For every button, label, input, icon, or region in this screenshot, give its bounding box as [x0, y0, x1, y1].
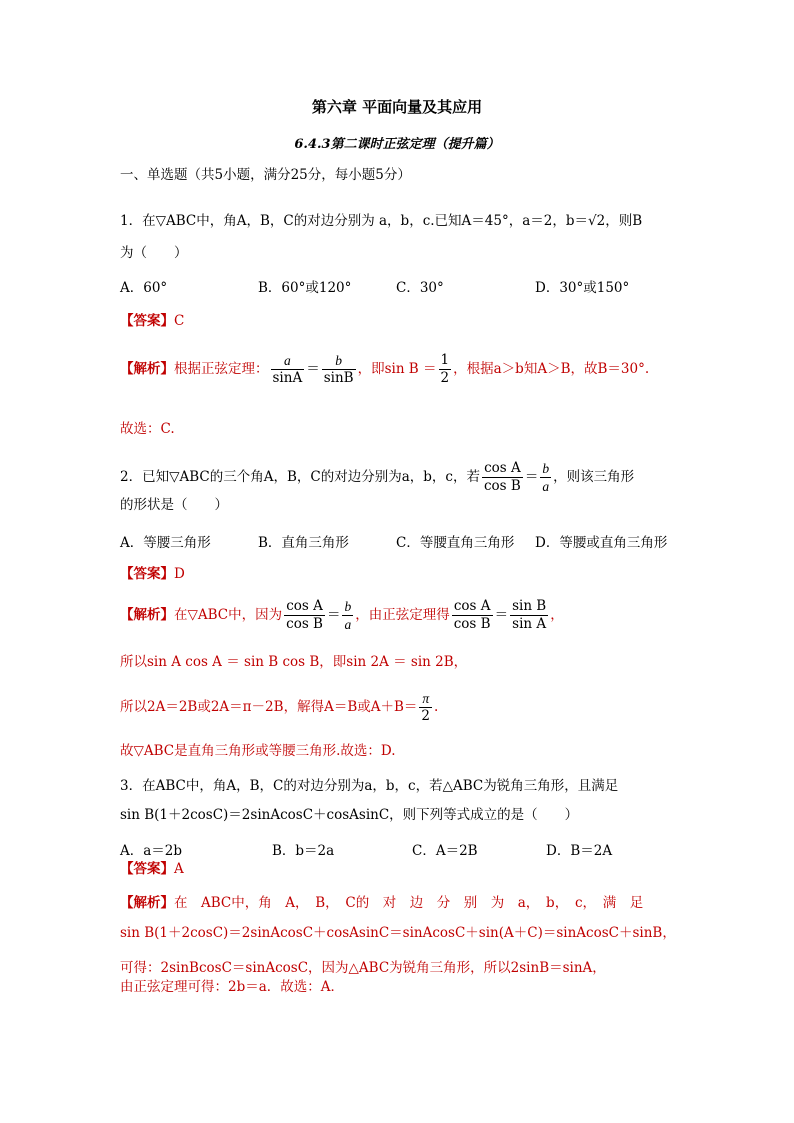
q2-stem-line1: 2．已知▽ABC的三个角A，B，C的对边分别为a，b，c，若 $\frac{\text{cos A}}{\text{cos B}}$ ＝ $\frac{b}{a}$ ，则该三角形 — [120, 460, 635, 494]
q1-option-b: B．60°或120° — [258, 280, 352, 296]
q3-option-b: B．b＝2a — [272, 843, 335, 859]
q3-analysis-line2: sin B(1＋2cosC)＝2sinAcosC＋cosAsinC＝sinAcosC＋sin(A＋C)＝sinAcosC＋sinB， — [120, 925, 676, 941]
q3-option-c: C．A＝2B — [412, 843, 478, 859]
q2-analysis-line2: 所以sin A cos A ＝ sin B cos B，即sin 2A ＝ sin 2B， — [120, 654, 468, 670]
q1-option-c: C．30° — [396, 280, 444, 296]
q3-analysis-line4: 由正弦定理可得：2b＝a．故选：A． — [120, 979, 345, 995]
q2-option-b: B．直角三角形 — [258, 535, 349, 551]
chapter-title: 第六章 平面向量及其应用 — [311, 98, 483, 116]
q1-frac-b: $\frac{b}{\sin B}$ — [323, 353, 354, 386]
lesson-title: 6.4.3第二课时正弦定理（提升篇） — [294, 137, 500, 152]
q3-option-a: A．a＝2b — [120, 843, 183, 859]
q1-formula: $\frac{a}{\sin A}$ ＝ $\frac{b}{\sin B}$ — [272, 353, 354, 386]
q1-stem-line2: 为（ ） — [120, 245, 188, 261]
q1-frac-half: $\frac{1}{2}$ — [440, 352, 450, 386]
q1-stem-line1: 1．在▽ABC中，角A，B，C的对边分别为 a，b，c.已知A＝45°，a＝2，b＝√2，则B — [120, 213, 643, 229]
q3-option-d: D．B＝2A — [546, 843, 613, 859]
q1-analysis-pre: 根据正弦定理： — [174, 361, 269, 377]
q3-answer: 【答案】A — [120, 861, 184, 877]
q2-analysis-line1: 【解析】在▽ABC中，因为 $\frac{\text{cos A}}{\text{cos B}}$ ＝ $\frac{b}{a}$ ，由正弦定理得 $\frac{\text{cos A}}{\text{cos B}}$ ＝ $\frac{\text{sin B}}{\text{sin A}}$ ， — [120, 598, 564, 632]
analysis-label: 【解析】 — [120, 361, 174, 377]
q2-answer: 【答案】D — [120, 566, 185, 582]
q2-analysis-line3: 所以2A＝2B或2A＝π－2B，解得A＝B或A＋B＝ $\frac{\pi}{2}$ . — [120, 691, 439, 724]
q3-stem-line1: 3．在ABC中，角A，B，C的对边分别为a，b，c，若△ABC为锐角三角形，且满足 — [120, 778, 619, 794]
answer-label: 【答案】 — [120, 313, 174, 329]
q1-conclusion: 故选：C. — [120, 421, 175, 437]
q3-analysis-line1: 【解析】在 ABC中，角 A， B， C的 对 边 分 别 为 a， b， c， 满 足 — [120, 895, 644, 911]
q1-option-d: D．30°或150° — [535, 280, 630, 296]
q1-option-a: A．60° — [120, 280, 168, 296]
q1-analysis — [120, 352, 649, 387]
q3-stem-line2: sin B(1＋2cosC)＝2sinAcosC＋cosAsinC，则下列等式成立的是（ ） — [120, 807, 579, 823]
q2-frac-cos: $\frac{\text{cos A}}{\text{cos B}}$ — [483, 460, 521, 494]
q1-analysis-post: ，根据a＞b知A＞B，故B＝30°. — [453, 361, 650, 377]
q1-frac-a: $\frac{a}{\sin A}$ — [272, 353, 303, 386]
q2-option-a: A．等腰三角形 — [120, 535, 211, 551]
q2-option-d: D．等腰或直角三角形 — [535, 535, 668, 551]
section-heading: 一、单选题（共5小题，满分25分，每小题5分） — [120, 167, 411, 183]
q2-stem-line2: 的形状是（ ） — [120, 497, 228, 513]
q2-frac-ba: $\frac{b}{a}$ — [542, 461, 550, 494]
q2-analysis-line4: 故▽ABC是直角三角形或等腰三角形.故选：D. — [120, 743, 396, 759]
q1-answer — [120, 312, 184, 330]
q1-analysis-mid: ，即sin B ＝ — [357, 361, 437, 377]
q3-analysis-line3: 可得：2sinBcosC＝sinAcosC，因为△ABC为锐角三角形，所以2sinB＝sinA， — [120, 960, 606, 976]
q2-option-c: C．等腰直角三角形 — [396, 535, 515, 551]
q1-answer-value: C — [174, 313, 185, 329]
